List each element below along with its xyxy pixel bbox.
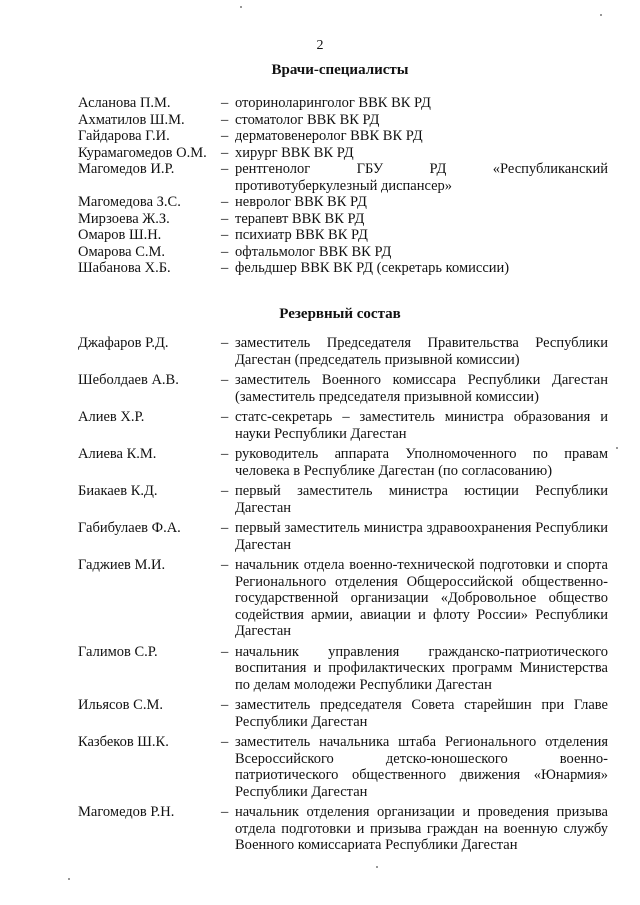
member-row [78,128,608,145]
member-name: Магомедов И.Р. [78,161,175,177]
scan-speck [616,447,618,449]
member-row [78,409,608,442]
dash-separator: – [221,128,229,144]
member-position: невролог ВВК ВК РД [235,194,367,210]
member-position: первый заместитель министра юстиции Республики Дагестан [235,483,608,516]
dash-separator: – [221,227,229,243]
dash-separator: – [221,557,229,573]
member-position: заместитель начальника штаба Регионального отделения Всероссийского детско-юношеского военно-патриотического общественного движения «Юнармия» Республики Дагестан [235,734,608,800]
member-position: дерматовенеролог ВВК ВК РД [235,128,423,144]
dash-separator: – [221,335,229,351]
member-position: офтальмолог ВВК ВК РД [235,243,392,260]
member-row [78,260,608,277]
member-position: первый заместитель министра здравоохранения Республики Дагестан [235,520,608,553]
member-row [78,335,608,368]
member-row [78,557,608,640]
scan-speck [68,878,70,880]
member-name: Омаров Ш.Н. [78,227,162,243]
member-position: хирург ВВК ВК РД [235,144,354,161]
member-position: заместитель Председателя Правительства Республики Дагестан (председатель призывной комиссии) [235,335,608,368]
member-name: Габибулаев Ф.А. [78,520,181,536]
member-name: Асланова П.М. [78,95,171,111]
section-title-reserve: Резервный состав [279,306,401,322]
member-row [78,211,608,228]
member-name: Галимов С.Р. [78,643,158,660]
dash-separator: – [221,161,229,177]
member-name: Биакаев К.Д. [78,483,158,499]
member-row [78,112,608,129]
dash-separator: – [221,95,229,111]
scan-speck [600,14,602,16]
member-row [78,520,608,553]
member-name: Ильясов С.М. [78,697,163,713]
reserve-list [78,335,608,858]
page-number: 2 [316,38,324,53]
member-position: начальник управления гражданско-патриотического воспитания и профилактических программ Министерства по делам молодежи Республики Дагестан [235,643,608,693]
scan-speck [240,6,242,8]
dash-separator: – [221,194,229,210]
member-position: терапевт ВВК ВК РД [235,210,365,227]
dash-separator: – [221,446,229,462]
dash-separator: – [221,144,229,161]
member-position: начальник отдела военно-технической подготовки и спорта Регионального отделения Общероссийской общественно-государственной организации «Добровольное общество содействия армии, авиации и флоту России» Республики Дагестан [235,557,608,639]
dash-separator: – [221,520,229,536]
member-name: Магомедов Р.Н. [78,804,175,820]
dash-separator: – [221,804,229,820]
member-name: Шеболдаев А.В. [78,372,179,388]
dash-separator: – [221,243,229,260]
dash-separator: – [221,372,229,388]
member-row [78,483,608,516]
member-name: Алиева К.М. [78,446,157,462]
member-position: заместитель Военного комиссара Республики Дагестан (заместитель председателя призывной комиссии) [235,372,608,405]
dash-separator: – [221,111,229,128]
dash-separator: – [221,734,229,750]
member-name: Омарова С.М. [78,243,166,260]
member-name: Гаджиев М.И. [78,557,166,573]
member-row [78,804,608,854]
member-row [78,244,608,261]
member-row [78,372,608,405]
member-row [78,95,608,112]
member-position: оториноларинголог ВВК ВК РД [235,95,431,111]
member-name: Казбеков Ш.К. [78,734,169,750]
member-position: рентгенолог ГБУ РД «Республиканский противотуберкулезный диспансер» [235,161,608,194]
member-position: фельдшер ВВК ВК РД (секретарь комиссии) [235,260,510,276]
member-row [78,194,608,211]
member-row [78,227,608,244]
member-row [78,161,608,194]
member-name: Шабанова Х.Б. [78,260,171,276]
member-name: Ахматилов Ш.М. [78,111,185,128]
member-row [78,644,608,694]
dash-separator: – [221,643,229,660]
member-row [78,446,608,479]
member-name: Магомедова З.С. [78,194,181,210]
dash-separator: – [221,409,229,425]
member-position: статс-секретарь – заместитель министра образования и науки Республики Дагестан [235,409,608,442]
member-row [78,697,608,730]
member-name: Джафаров Р.Д. [78,335,169,351]
member-position: заместитель председателя Совета старейшин при Главе Республики Дагестан [235,697,608,730]
member-name: Курамагомедов О.М. [78,144,207,161]
scan-speck [376,866,378,868]
member-row [78,145,608,162]
dash-separator: – [221,483,229,499]
member-name: Гайдарова Г.И. [78,128,170,144]
member-position: руководитель аппарата Уполномоченного по правам человека в Республике Дагестан (по согласованию) [235,446,608,479]
member-position: начальник отделения организации и проведения призыва отдела подготовки и призыва граждан на военную службу Военного комиссариата Республики Дагестан [235,804,608,853]
member-name: Мирзоева Ж.З. [78,210,170,227]
doctors-list [78,95,608,277]
dash-separator: – [221,260,229,276]
member-row [78,734,608,800]
member-position: стоматолог ВВК ВК РД [235,111,380,128]
section-title-doctors: Врачи-специалисты [271,62,409,78]
member-name: Алиев Х.Р. [78,409,145,425]
member-position: психиатр ВВК ВК РД [235,227,368,243]
dash-separator: – [221,697,229,713]
dash-separator: – [221,210,229,227]
